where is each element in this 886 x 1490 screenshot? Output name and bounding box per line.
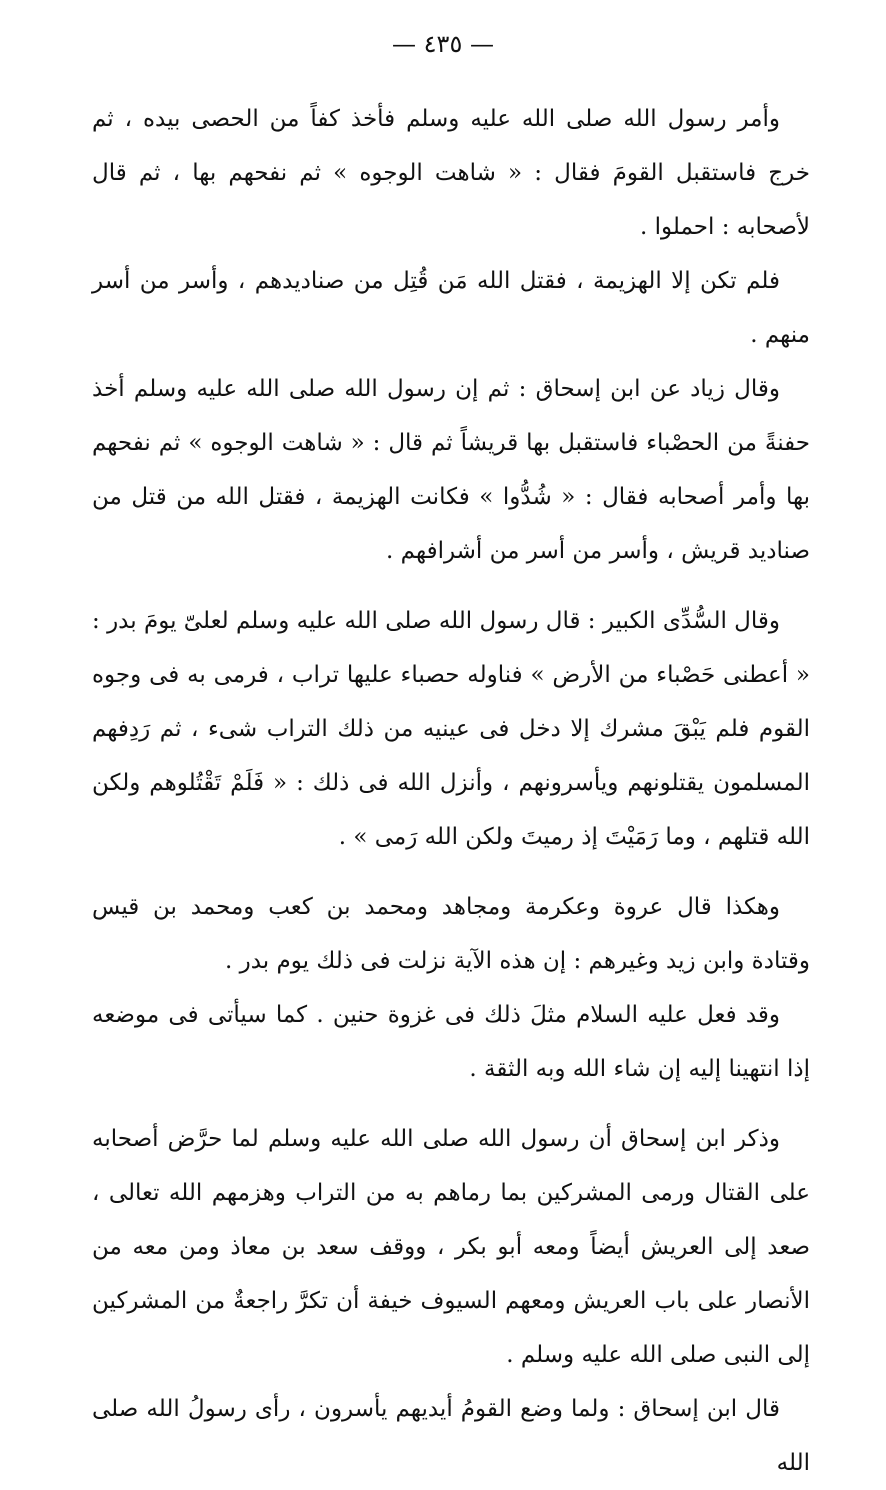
paragraph-1: وأمر رسول الله صلى الله عليه وسلم فأخذ كفاً من الحصى بيده ، ثم خرج فاستقبل القومَ فقال : « شاهت الوجوه » ثم نفحهم بها ، ثم قال لأصحابه : احملوا . [92,106,810,240]
paragraph-2: فلم تكن إلا الهزيمة ، فقتل الله مَن قُتِل من صناديدهم ، وأسر من أسر منهم . [92,268,810,348]
page-number: — ٤٣٥ — [392,30,494,58]
paragraph-7: وذكر ابن إسحاق أن رسول الله صلى الله عليه وسلم لما حرَّض أصحابه على القتال ورمى المشركين بما رماهم به من التراب وهزمهم الله تعالى ، صعد إلى العريش أيضاً ومعه أبو بكر ، ووقف سعد بن معاذ ومن معه من الأنصار على باب العريش ومعهم السيوف خيفة أن تكرَّ راجعةٌ من المشركين إلى النبى صلى الله عليه وسلم . [92,1126,810,1368]
paragraph-5: وهكذا قال عروة وعكرمة ومجاهد ومحمد بن كعب ومحمد بن قيس وقتادة وابن زيد وغيرهم : إن هذه الآية نزلت فى ذلك يوم بدر . [92,894,810,974]
paragraph-4: وقال السُّدِّى الكبير : قال رسول الله صلى الله عليه وسلم لعلىّ يومَ بدر : « أعطنى حَصْباء من الأرض » فناوله حصباء عليها تراب ، فرمى به فى وجوه القوم فلم يَبْقَ مشرك إلا دخل فى عينيه من ذلك التراب شىء ، ثم رَدِفهم المسلمون يقتلونهم ويأسرونهم ، وأنزل الله فى ذلك : « فَلَمْ تَقْتُلوهم ولكن الله قتلهم ، وما رَمَيْتَ إذ رميتَ ولكن الله رَمى » . [92,608,810,850]
paragraph-6: وقد فعل عليه السلام مثلَ ذلك فى غزوة حنين . كما سيأتى فى موضعه إذا انتهينا إليه إن شاء الله وبه الثقة . [92,1002,810,1082]
page-body [92,92,810,1490]
paragraph-3: وقال زياد عن ابن إسحاق : ثم إن رسول الله صلى الله عليه وسلم أخذ حفنةً من الحصْباء فاستقبل بها قريشاً ثم قال : « شاهت الوجوه » ثم نفحهم بها وأمر أصحابه فقال : « شُدُّوا » فكانت الهزيمة ، فقتل الله من قتل من صناديد قريش ، وأسر من أسر من أشرافهم . [92,376,810,564]
paragraph-8: قال ابن إسحاق : ولما وضع القومُ أيديهم يأسرون ، رأى رسولُ الله صلى الله [92,1396,810,1476]
